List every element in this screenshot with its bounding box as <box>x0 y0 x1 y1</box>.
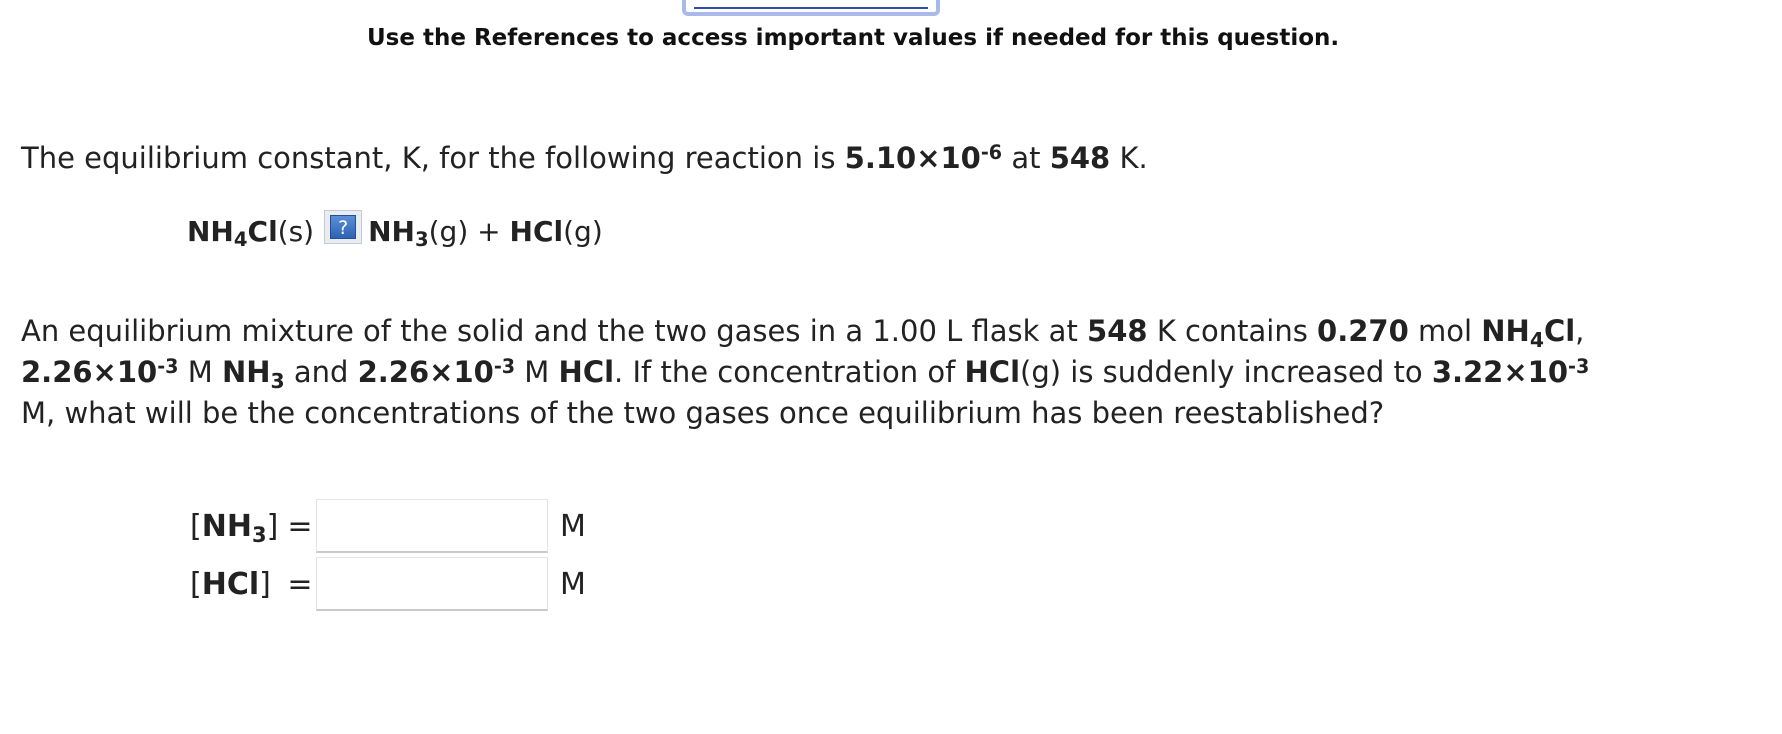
conc3-exp: -3 <box>1568 355 1590 379</box>
solid-b: Cl <box>1543 314 1576 348</box>
solid-sub: 4 <box>1529 328 1544 353</box>
para-hcl: HCl <box>558 355 615 389</box>
reactant-subscript: 4 <box>233 228 248 252</box>
conc1-mantissa: 2.26×10 <box>21 355 158 389</box>
para-text-2: K contains <box>1156 314 1308 348</box>
reactant-tail: Cl <box>247 214 278 248</box>
product-hcl <box>510 215 603 248</box>
k-exponent: -6 <box>980 141 1003 165</box>
hcl-species: HCl <box>201 566 260 602</box>
temperature-value: 548 <box>1049 141 1111 175</box>
temperature-unit: K. <box>1119 141 1148 175</box>
bracket-close: ] <box>259 566 271 602</box>
product-ammonia <box>368 214 469 252</box>
reactant <box>187 214 315 252</box>
product1-subscript: 3 <box>414 228 429 252</box>
para-text-1: An equilibrium mixture of the solid and the two gases in a 1.00 L flask at <box>21 314 1078 348</box>
nh3-species-sub: 3 <box>251 522 267 547</box>
equals-sign: = <box>287 508 313 544</box>
para-text-4: . If the concentration of <box>614 355 956 389</box>
para-temperature: 548 <box>1087 314 1148 348</box>
comma: , <box>1575 314 1585 348</box>
reaction-equation <box>187 214 603 252</box>
conc2 <box>358 355 515 389</box>
reactant-formula: NH <box>187 214 234 248</box>
k-statement <box>21 141 1148 175</box>
plus-sign: + <box>477 214 501 248</box>
bracket-open: [ <box>190 508 202 544</box>
and-word: and <box>293 355 349 389</box>
bracket-close: ] <box>266 508 279 544</box>
equals-sign: = <box>287 566 313 602</box>
para-hcl-g: HCl <box>964 355 1021 389</box>
references-button[interactable] <box>682 0 940 16</box>
nh3-sub: 3 <box>270 369 285 394</box>
hcl-unit: M <box>560 566 586 602</box>
para-nh3 <box>221 355 285 394</box>
k-mantissa: 5.10×10 <box>844 141 981 175</box>
bracket-open: [ <box>190 566 202 602</box>
conc2-mantissa: 2.26×10 <box>357 355 494 389</box>
para-solid <box>1481 314 1576 353</box>
problem-paragraph <box>21 311 1621 434</box>
conc1-unit: M <box>187 355 213 389</box>
k-intro: The equilibrium constant, K, for the following reaction is <box>21 141 836 175</box>
nh3-species: NH <box>201 508 252 544</box>
nh3-concentration-input[interactable] <box>316 499 548 553</box>
para-moles: 0.270 <box>1317 314 1409 348</box>
product2-state: (g) <box>563 214 603 248</box>
para-text-5: (g) is suddenly increased to <box>1020 355 1423 389</box>
equilibrium-arrow-help-icon[interactable] <box>324 210 362 244</box>
answer-row-hcl <box>190 557 586 611</box>
para-text-3: mol <box>1417 314 1473 348</box>
conc1 <box>21 355 178 389</box>
conc3-mantissa: 3.22×10 <box>1431 355 1569 389</box>
reactant-state: (s) <box>277 214 315 248</box>
hcl-concentration-input[interactable] <box>316 557 548 611</box>
nh3-label <box>190 508 284 547</box>
product2-formula: HCl <box>509 214 564 248</box>
product1-formula: NH <box>368 214 415 248</box>
conc3 <box>1432 355 1589 389</box>
solid-a: NH <box>1481 314 1530 348</box>
at-word: at <box>1011 141 1041 175</box>
product1-state: (g) <box>428 214 469 248</box>
references-note: Use the References to access important values if needed for this question. <box>367 25 1340 51</box>
k-value <box>845 141 1002 175</box>
conc2-exp: -3 <box>493 355 516 379</box>
conc1-exp: -3 <box>157 355 179 379</box>
conc2-unit: M <box>524 355 550 389</box>
nh3-a: NH <box>221 355 271 389</box>
para-text-6: M, what will be the concentrations of the two gases once equilibrium has been reestablished? <box>21 396 1385 430</box>
hcl-label <box>190 567 284 602</box>
nh3-unit: M <box>560 508 586 544</box>
answer-row-nh3 <box>190 499 586 553</box>
